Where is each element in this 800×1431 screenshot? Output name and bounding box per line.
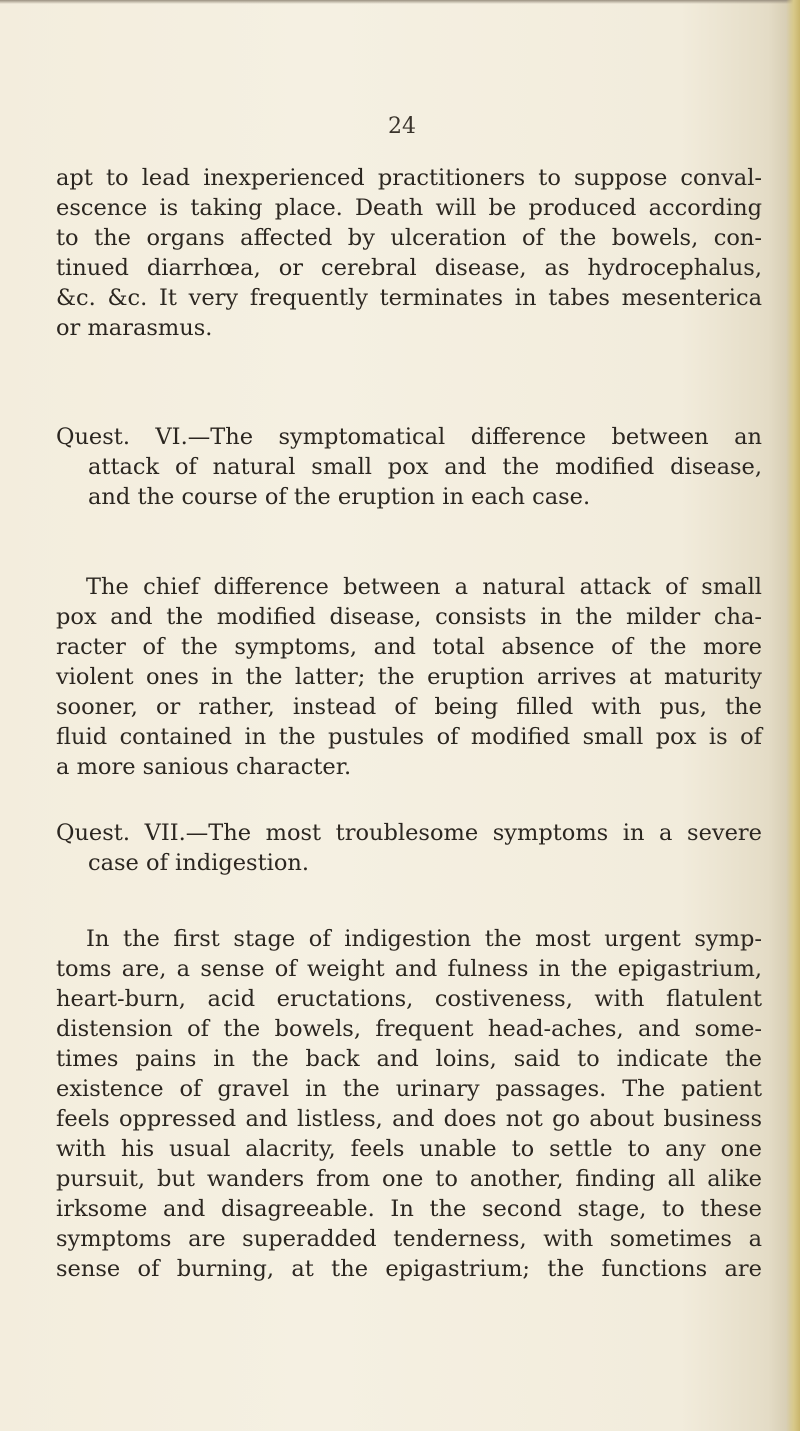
text-line: sooner, or rather, instead of being filled with pus, the xyxy=(56,694,762,720)
text-line: Quest. VI.—The symptomatical difference between an xyxy=(56,424,762,450)
page-number: 24 xyxy=(388,114,416,139)
text-line: sense of burning, at the epigastrium; the functions are xyxy=(56,1256,762,1282)
page-right-edge xyxy=(786,0,800,1431)
text-line: apt to lead inexperienced practitioners to suppose conval- xyxy=(56,165,762,191)
text-line: case of indigestion. xyxy=(88,850,310,876)
text-line: a more sanious character. xyxy=(56,754,352,780)
text-line: and the course of the eruption in each case. xyxy=(88,484,591,510)
text-line: with his usual alacrity, feels unable to settle to any one xyxy=(56,1136,762,1162)
text-line: pursuit, but wanders from one to another, finding all alike xyxy=(56,1166,762,1192)
text-line: tinued diarrhœa, or cerebral disease, as hydrocephalus, xyxy=(56,255,762,281)
text-line: pox and the modified disease, consists in the milder cha- xyxy=(56,604,762,630)
text-line: symptoms are superadded tenderness, with sometimes a xyxy=(56,1226,762,1252)
question-7-heading xyxy=(56,818,762,878)
text-line: Quest. VII.—The most troublesome symptoms in a severe xyxy=(56,820,762,846)
text-line: The chief difference between a natural attack of small xyxy=(86,574,762,600)
text-line: violent ones in the latter; the eruption arrives at maturity xyxy=(56,664,762,690)
text-line: times pains in the back and loins, said to indicate the xyxy=(56,1046,762,1072)
text-line: In the first stage of indigestion the most urgent symp- xyxy=(86,926,762,952)
text-line: racter of the symptoms, and total absence of the more xyxy=(56,634,762,660)
text-line: attack of natural small pox and the modified disease, xyxy=(88,454,762,480)
text-line: existence of gravel in the urinary passages. The patient xyxy=(56,1076,762,1102)
text-line: heart-burn, acid eructations, costiveness, with flatulent xyxy=(56,986,762,1012)
paragraph-indigestion-answer xyxy=(56,924,762,1284)
paragraph-small-pox-answer xyxy=(56,572,762,782)
text-line: feels oppressed and listless, and does not go about business xyxy=(56,1106,762,1132)
text-line: to the organs affected by ulceration of the bowels, con- xyxy=(56,225,762,251)
text-line: toms are, a sense of weight and fulness in the epigastrium, xyxy=(56,956,762,982)
page-top-shadow xyxy=(0,0,800,4)
question-6-heading xyxy=(56,422,762,512)
paragraph-consumption-outcome xyxy=(56,163,762,343)
text-line: fluid contained in the pustules of modified small pox is of xyxy=(56,724,762,750)
text-line: &c. &c. It very frequently terminates in tabes mesenterica xyxy=(56,285,762,311)
text-line: distension of the bowels, frequent head-aches, and some- xyxy=(56,1016,762,1042)
text-line: or marasmus. xyxy=(56,315,213,341)
text-line: irksome and disagreeable. In the second stage, to these xyxy=(56,1196,762,1222)
text-line: escence is taking place. Death will be produced according xyxy=(56,195,762,221)
